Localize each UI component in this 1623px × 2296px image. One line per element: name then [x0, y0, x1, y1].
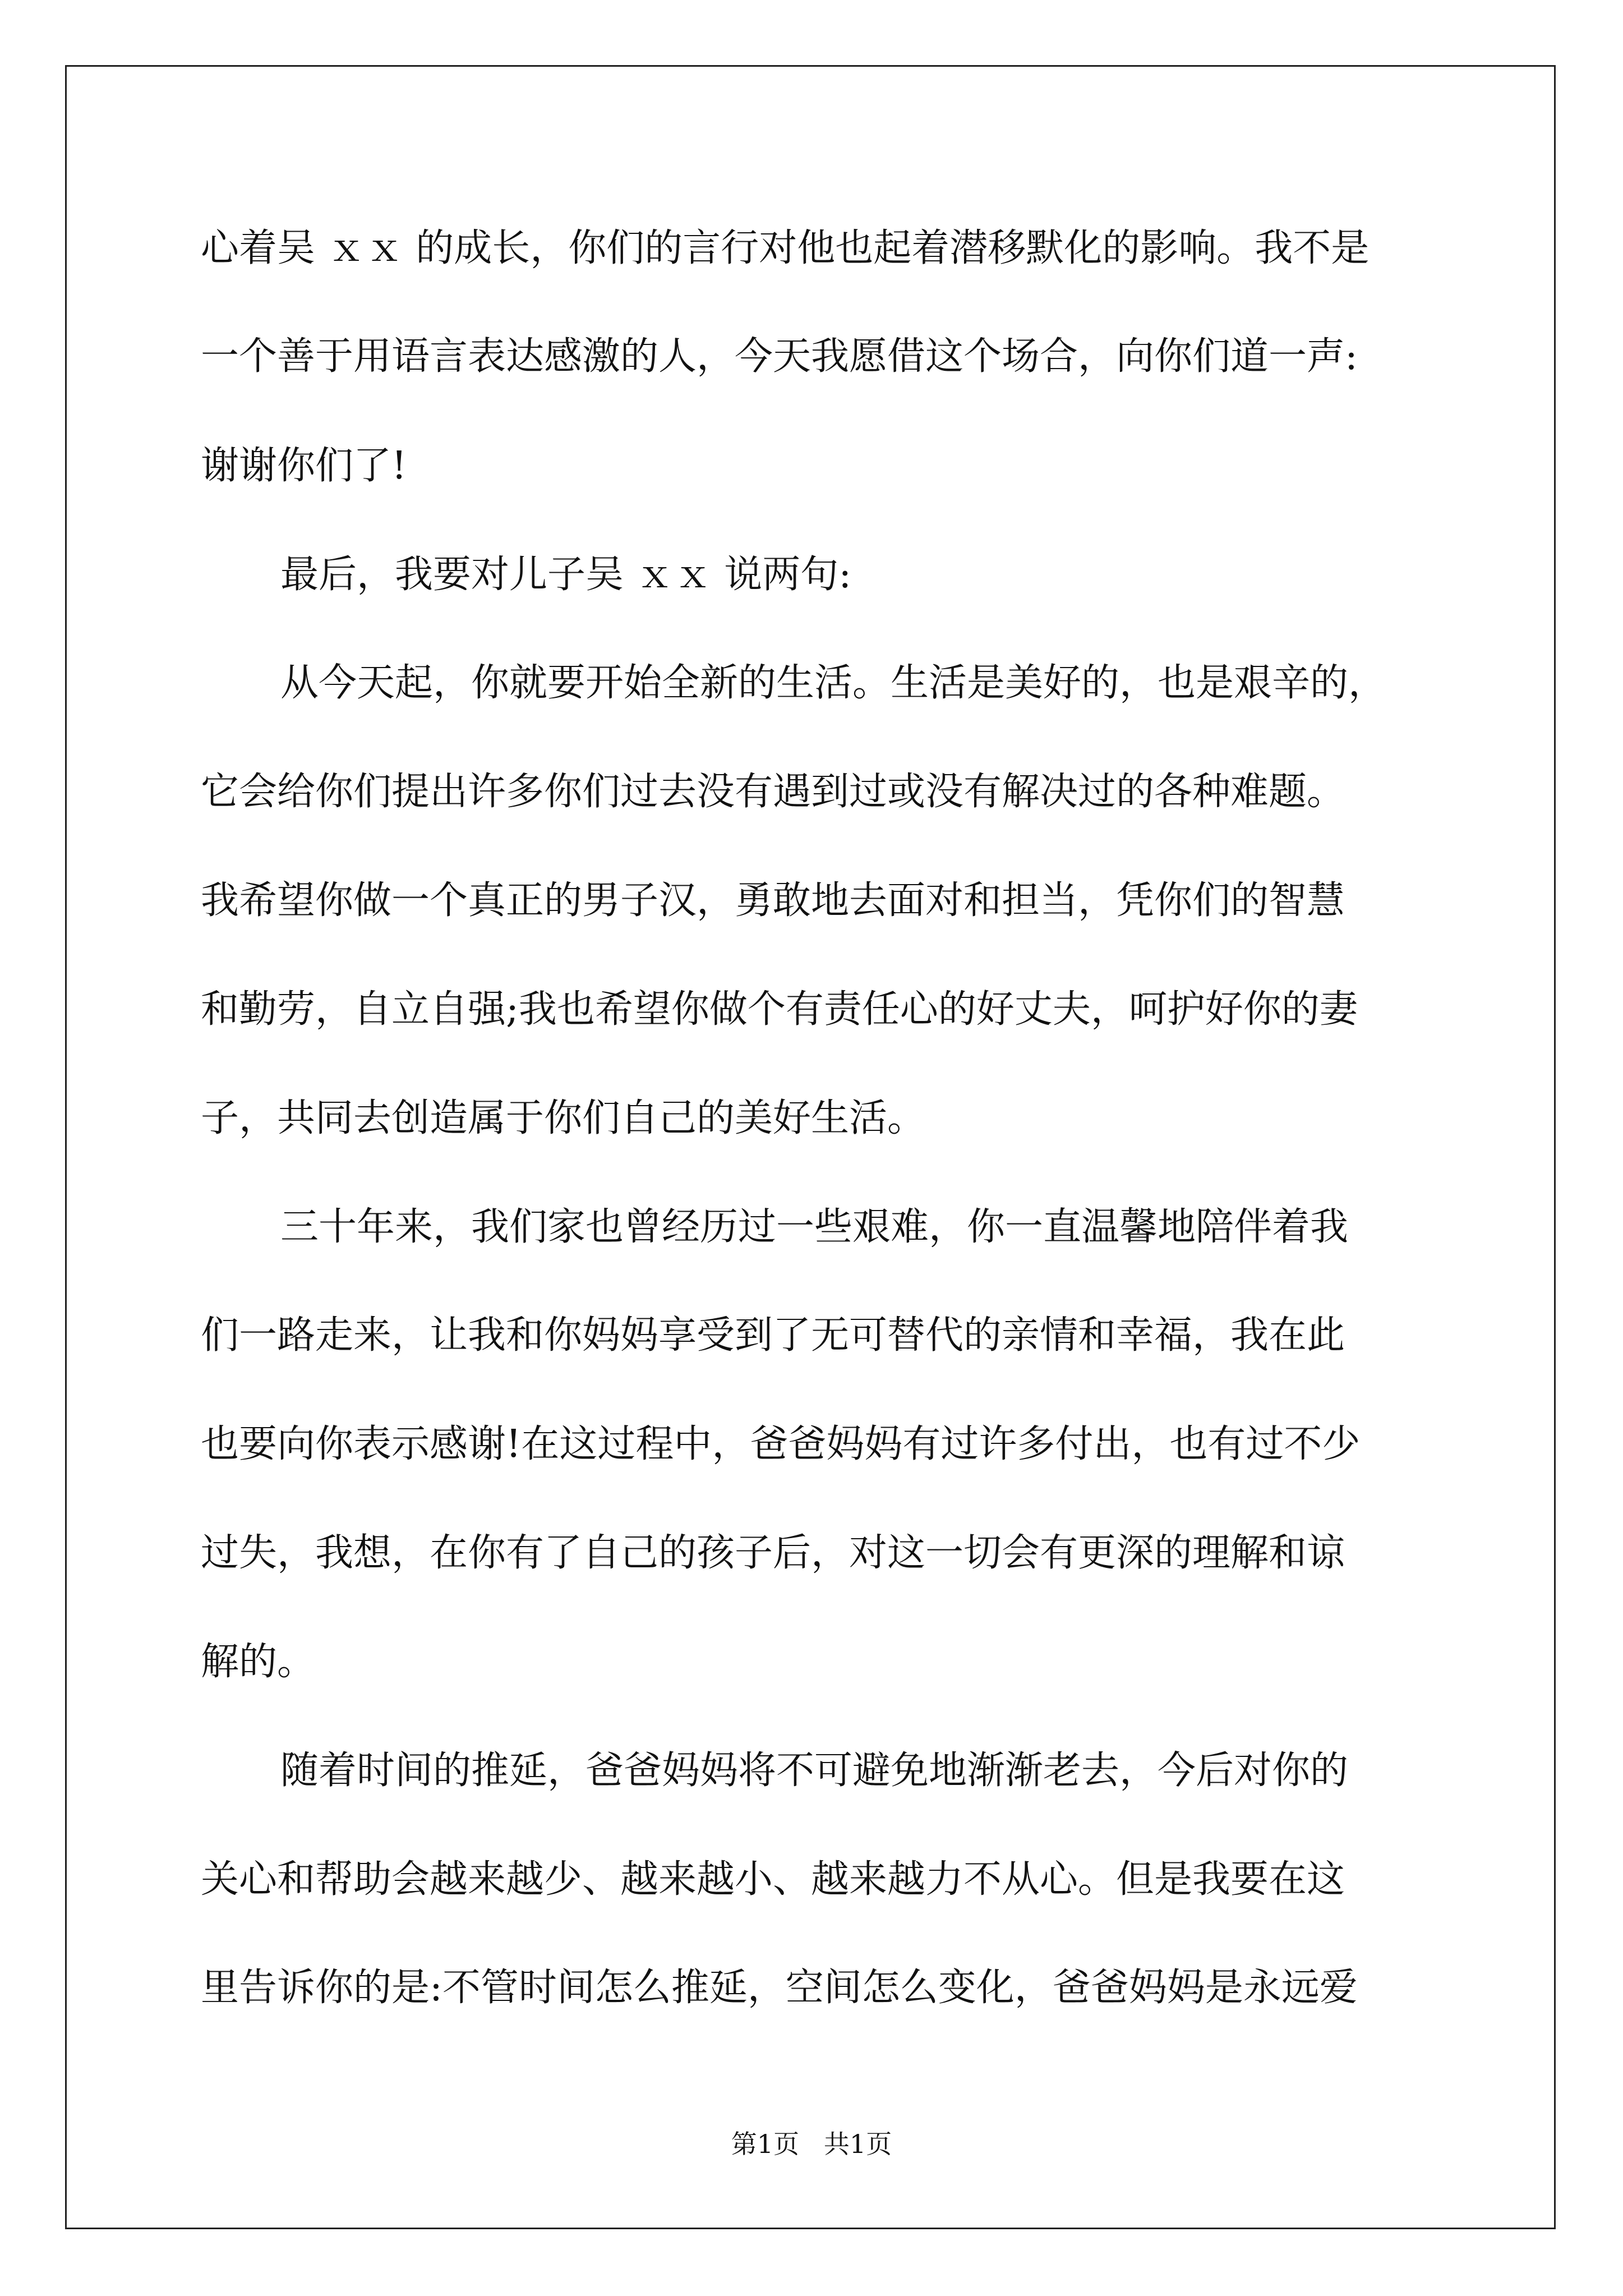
text-line: 三十年来，我们家也曾经历过一些艰难，你一直温馨地陪伴着我	[280, 1205, 1349, 1249]
text-line: 关心和帮助会越来越少、越来越小、越来越力不从心。但是我要在这	[201, 1857, 1345, 1902]
page-border	[65, 65, 1556, 2229]
text-line: 里告诉你的是:不管时间怎么推延，空间怎么变化，爸爸妈妈是永远爱	[201, 1966, 1358, 2010]
text-line: 也要向你表示感谢!在这过程中，爸爸妈妈有过许多付出，也有过不少	[201, 1422, 1361, 1466]
text-line: 们一路走来，让我和你妈妈享受到了无可替代的亲情和幸福，我在此	[201, 1313, 1345, 1358]
text-line: 最后，我要对儿子吴 ｘｘ 说两句:	[280, 553, 852, 597]
text-line: 一个善于用语言表达感激的人，今天我愿借这个场合，向你们道一声:	[201, 334, 1358, 379]
text-line: 过失，我想，在你有了自己的孩子后，对这一切会有更深的理解和谅	[201, 1531, 1345, 1575]
text-line: 我希望你做一个真正的男子汉，勇敢地去面对和担当，凭你们的智慧	[201, 878, 1345, 923]
text-line: 谢谢你们了!	[201, 444, 407, 488]
text-line: 随着时间的推延，爸爸妈妈将不可避免地渐渐老去，今后对你的	[280, 1749, 1349, 1793]
text-line: 和勤劳，自立自强;我也希望你做个有责任心的好丈夫，呵护好你的妻	[201, 987, 1358, 1032]
text-line: 解的。	[201, 1640, 316, 1684]
page-number-footer: 第1页 共1页	[731, 2129, 892, 2159]
text-line: 它会给你们提出许多你们过去没有遇到过或没有解决过的各种难题。	[201, 770, 1345, 814]
text-line: 心着吴 ｘｘ 的成长，你们的言行对他也起着潜移默化的影响。我不是	[201, 226, 1370, 270]
text-line: 从今天起，你就要开始全新的生活。生活是美好的，也是艰辛的，	[280, 661, 1387, 705]
text-line: 子，共同去创造属于你们自己的美好生活。	[201, 1096, 926, 1140]
